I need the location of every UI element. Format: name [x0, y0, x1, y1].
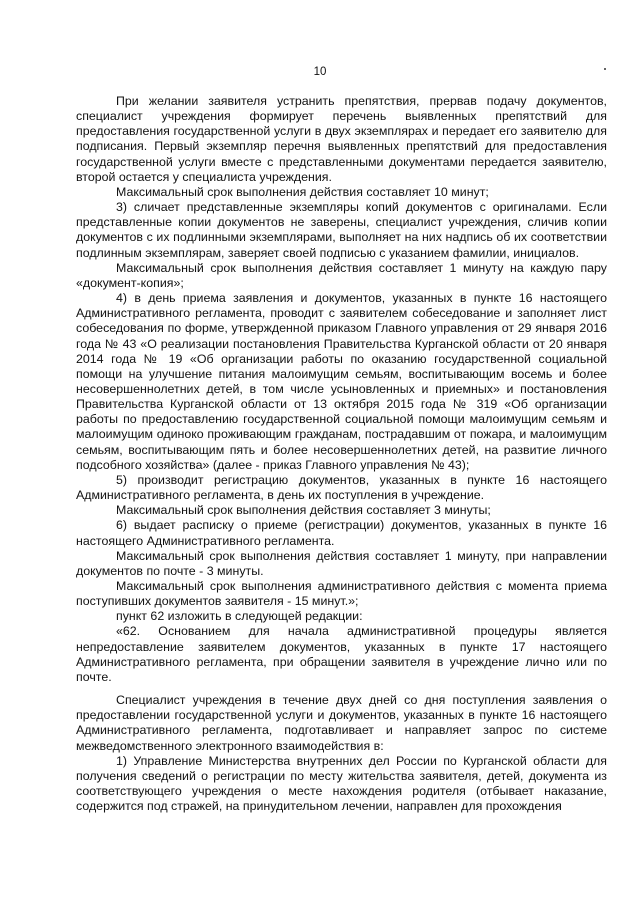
- scan-speck: [604, 68, 606, 70]
- paragraph-3: 3) сличает представленные экземпляры копий документов с оригиналами. Если представленные копии документов не заверены, специалист учреждения, сличив копии документов с их подлинными экземплярами, выполняет на них надпись об их соответствии подлинным экземплярам, заверяет своей подписью с указанием фамилии, инициалов.: [76, 200, 607, 260]
- paragraph-4: Максимальный срок выполнения действия составляет 1 минуту на каждую пару «документ-копия»;: [76, 260, 607, 290]
- paragraph-9: Максимальный срок выполнения действия составляет 1 минуту, при направлении документов по почте - 3 минуты.: [76, 548, 607, 578]
- paragraph-10: Максимальный срок выполнения административного действия с момента приема поступивших документов заявителя - 15 минут.»;: [76, 579, 607, 609]
- paragraph-11: пункт 62 изложить в следующей редакции:: [116, 609, 363, 624]
- page-number: 10: [313, 66, 327, 78]
- document-body: [76, 94, 607, 814]
- paragraph-1: При желании заявителя устранить препятствия, прервав подачу документов, специалист учреждения формирует перечень выявленных препятствий для предоставления государственной услуги в двух экземплярах и передает его заявителю для подписания. Первый экземпляр перечня выявленных препятствий для предоставления государственной услуги вместе с представленными документами передается заявителю, второй остается у специалиста учреждения.: [76, 94, 607, 184]
- paragraph-13: Специалист учреждения в течение двух дней со дня поступления заявления о предоставлении государственной услуги и документов, указанных в пункте 16 настоящего Административного регламента, подготавливает и направляет запрос по системе межведомственного электронного взаимодействия в:: [76, 693, 607, 753]
- paragraph-6: 5) производит регистрацию документов, указанных в пункте 16 настоящего Административного регламента, в день их поступления в учреждение.: [76, 472, 607, 503]
- paragraph-2: Максимальный срок выполнения действия составляет 10 минут;: [116, 184, 489, 199]
- paragraph-14: 1) Управление Министерства внутренних дел России по Курганской области для получения сведений о регистрации по месту жительства заявителя, детей, документа из соответствующего учреждения о месте нахождения родителя (отбывает наказание, содержится под стражей, на принудительном лечении, направлен для прохождения: [76, 753, 607, 814]
- paragraph-7: Максимальный срок выполнения действия составляет 3 минуты;: [116, 503, 491, 518]
- paragraph-12: «62. Основанием для начала административной процедуры является непредоставление заявителем документов, указанных в пункте 17 настоящего Административного регламента, при обращении заявителя в учреждение лично или по почте.: [76, 624, 607, 684]
- paragraph-5: 4) в день приема заявления и документов, указанных в пункте 16 настоящего Административного регламента, проводит с заявителем собеседование и заполняет лист собеседования по форме, утвержденной приказом Главного управления от 29 января 2016 года № 43 «О реализации постановления Правительства Курганской области от 20 января 2014 года № 19 «Об организации работы по оказанию государственной социальной помощи на улучшение питания малоимущим семьям, воспитывающим восемь и более несовершеннолетних детей, в том числе усыновленных и приемных» и постановления Правительства Курганской области от 13 октября 2015 года № 319 «Об организации работы по предоставлению государственной социальной помощи малоимущим семьям и малоимущим одиноко проживающим гражданам, пострадавшим от пожара, и малоимущим семьям, воспитывающим пять и более несовершеннолетних детей, на развитие личного подсобного хозяйства» (далее - приказ Главного управления № 43);: [76, 291, 607, 472]
- paragraph-8: 6) выдает расписку о приеме (регистрации) документов, указанных в пункте 16 настоящего Административного регламента.: [76, 518, 607, 548]
